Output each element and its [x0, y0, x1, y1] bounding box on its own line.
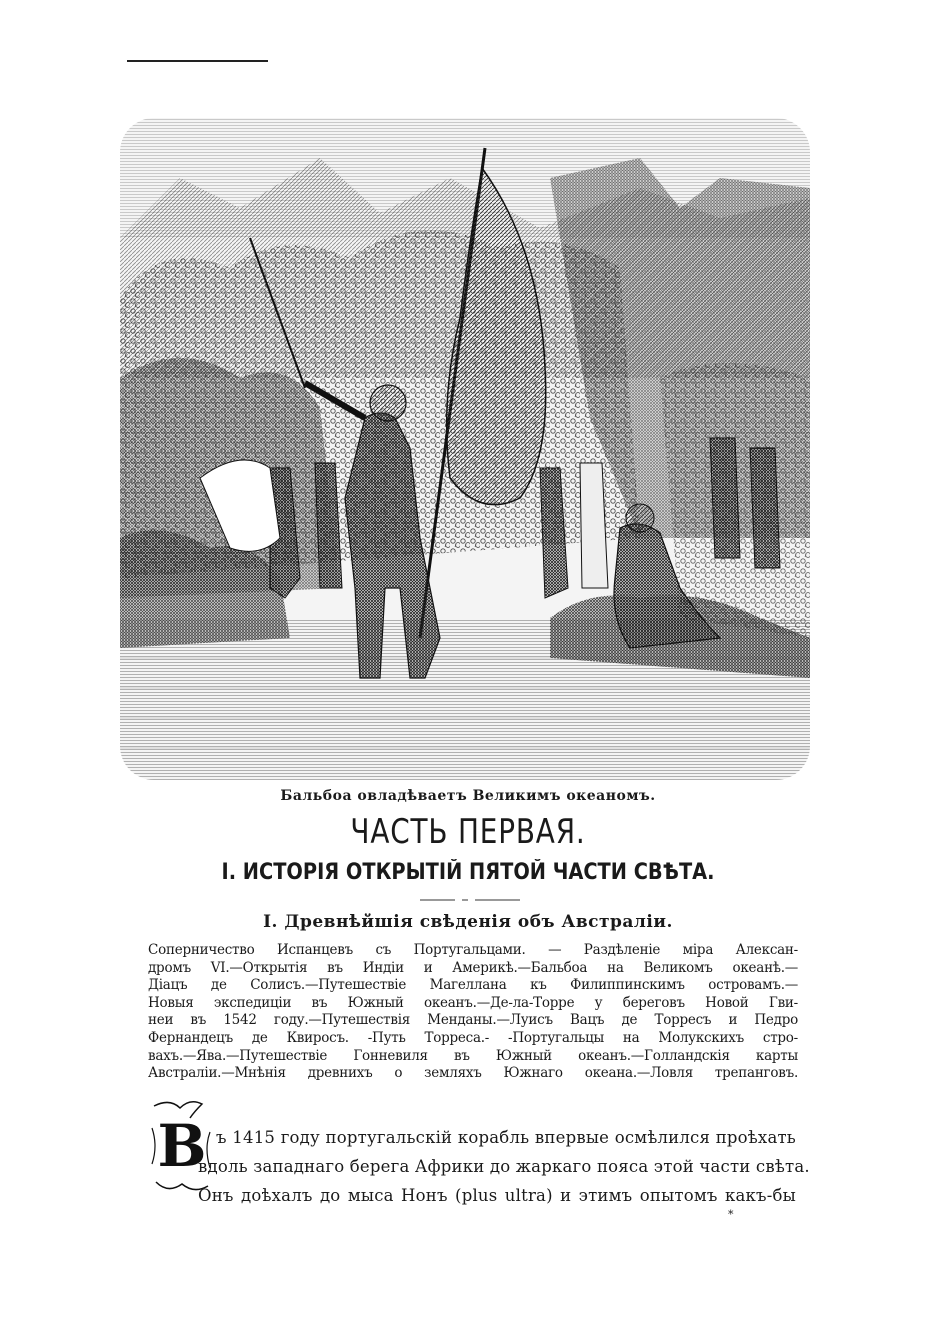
summary-line: Австраліи.—Мнѣнія древнихъ о земляхъ Южнаго океана.—Ловля трепанговъ.	[148, 1065, 798, 1082]
summary-line: дромъ VI.—Открытія въ Индіи и Америкѣ.—Бальбоа на Великомъ океанѣ.—	[148, 959, 798, 976]
summary-line: вахъ.—Ява.—Путешествіе Гонневиля въ Южный океанъ.—Голландскія карты	[148, 1047, 798, 1064]
part-title: ЧАСТЬ ПЕРВАЯ.	[350, 812, 586, 852]
summary-line: Фернандецъ де Квиросъ. -Путь Торреса.- -Португальцы на Молукскихъ стро-	[148, 1029, 798, 1046]
engraving-illustration	[120, 118, 810, 780]
summary-line: Новыя экспедиціи въ Южный океанъ.—Де-ла-Торре у береговъ Новой Гви-	[148, 994, 798, 1011]
summary-line: Діацъ де Солисъ.—Путешествіе Магеллана къ Филиппинскимъ островамъ.—	[148, 977, 798, 994]
section-title: I. ИСТОРІЯ ОТКРЫТІЙ ПЯТОЙ ЧАСТИ СВѢТА.	[221, 860, 715, 885]
body-line: вдоль западнаго берега Африки до жаркаго пояса этой части свѣта.	[198, 1157, 810, 1176]
body-line: Онъ доѣхалъ до мыса Нонъ (plus ultra) и этимъ опытомъ какъ-бы	[198, 1186, 796, 1205]
ornamental-drop-cap	[150, 1098, 214, 1194]
ornament-divider	[410, 898, 530, 902]
chapter-summary	[148, 942, 798, 1083]
summary-line: Соперничество Испанцевъ съ Португальцами. — Раздѣленіе міра Алексан-	[148, 942, 798, 958]
footnote-mark: *	[728, 1208, 734, 1221]
drop-cap-letter: В	[157, 1112, 207, 1180]
chapter-title: I. Древнѣйшія свѣденія объ Австраліи.	[263, 912, 673, 932]
summary-line: неи въ 1542 году.—Путешествія Менданы.—Луисъ Вацъ де Торресъ и Педро	[148, 1012, 798, 1029]
body-line: ъ 1415 году португальскій корабль впервые осмѣлился проѣхать	[216, 1128, 796, 1147]
top-rule	[127, 60, 268, 62]
illustration-caption: Бальбоа овладѣваетъ Великимъ океаномъ.	[280, 788, 656, 804]
